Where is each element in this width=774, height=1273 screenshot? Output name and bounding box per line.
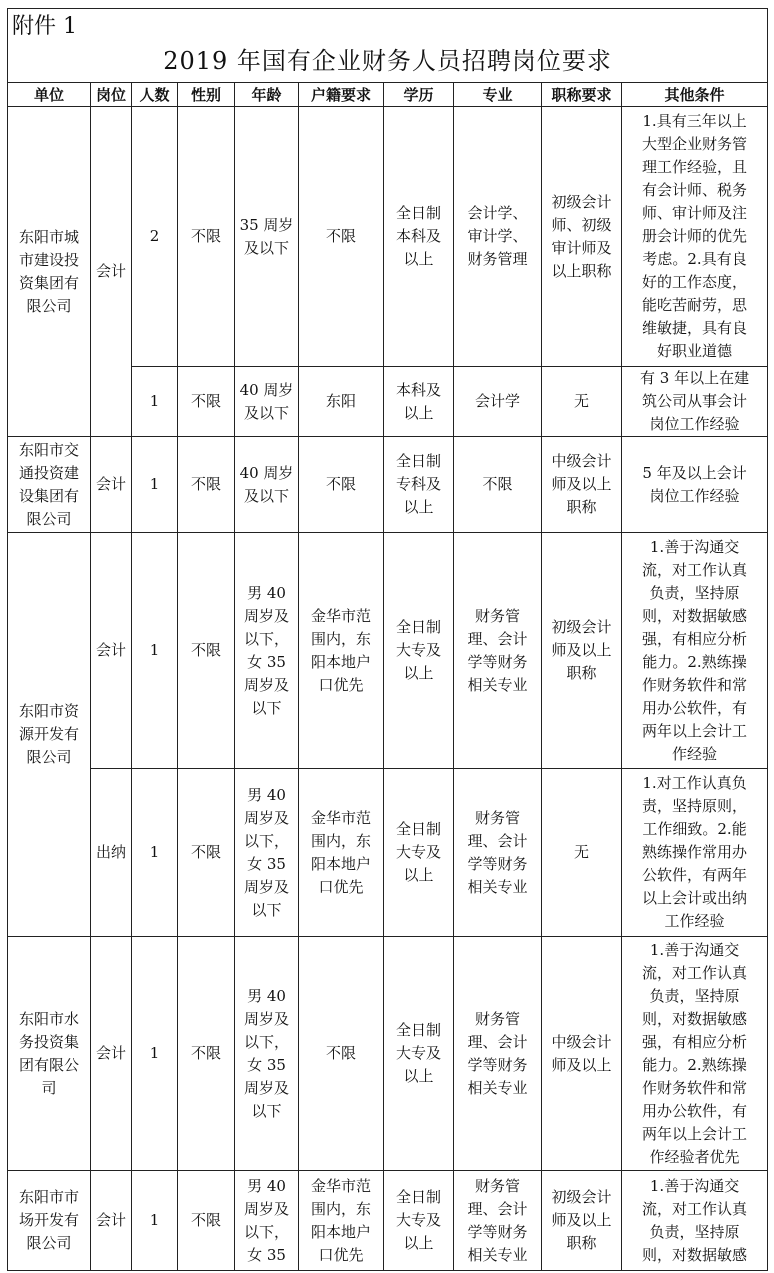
cell-text-line: 作经验者优先 xyxy=(649,1147,740,1166)
other-conditions-cell xyxy=(622,367,768,437)
cell-text-line: 1.对工作认真负 xyxy=(642,774,747,792)
header-cell: 学历 xyxy=(384,83,454,107)
cell-text-line: 周岁及 xyxy=(243,675,289,694)
education-cell xyxy=(384,107,454,367)
header-cell: 单位 xyxy=(8,83,91,107)
title-requirement-cell xyxy=(542,107,622,367)
cell-text-line: 及以下 xyxy=(243,486,289,505)
cell-text-line: 好职业道德 xyxy=(657,342,733,360)
cell-text-line: 周岁及 xyxy=(243,1009,289,1028)
cell-text-line: 金华市范 xyxy=(310,1176,371,1195)
education-cell xyxy=(384,437,454,533)
cell-text-line: 以下 xyxy=(251,900,282,919)
cell-text-line: 1.具有三年以上 xyxy=(642,112,747,130)
cell-text-line: 1.善于沟通交 xyxy=(649,1176,740,1195)
cell-text-line: 有会计师、税务 xyxy=(642,181,748,199)
cell-text-line: 负责，坚持原 xyxy=(649,583,740,602)
cell-text-line: 不限 xyxy=(325,475,356,493)
cell-text-line: 大专及 xyxy=(395,843,441,861)
cell-text-line: 师及以上 xyxy=(551,1211,612,1229)
hukou-cell xyxy=(299,437,384,533)
cell-text-line: 有 3 年以上在建 xyxy=(640,369,750,387)
cell-text-line: 市建设投 xyxy=(18,250,79,269)
cell-text-line: 全日制 xyxy=(395,204,441,222)
cell-text-line: 口优先 xyxy=(318,1245,364,1264)
cell-text-line: 财务管 xyxy=(474,606,520,625)
cell-text-line: 职称 xyxy=(566,498,597,516)
cell-text-line: 维敏捷，具有良 xyxy=(642,319,748,337)
age-cell xyxy=(235,367,299,437)
cell-text-line: 初级会计 xyxy=(551,618,612,636)
cell-text-line: 学等财务 xyxy=(467,652,528,671)
cell-text-line: 相关专业 xyxy=(467,1245,528,1264)
cell-text-line: 大专及 xyxy=(395,641,441,659)
gender-cell: 不限 xyxy=(178,107,235,367)
other-conditions-cell xyxy=(622,437,768,533)
cell-text-line: 及以下 xyxy=(243,238,289,257)
cell-text-line: 阳本地户 xyxy=(310,854,371,873)
cell-text-line: 东阳市资 xyxy=(18,702,79,720)
hukou-cell xyxy=(299,533,384,769)
cell-text-line: 阳本地户 xyxy=(310,1222,371,1241)
cell-text-line: 理、会计 xyxy=(467,831,528,850)
cell-text-line: 负责，坚持原 xyxy=(649,986,740,1005)
document-page xyxy=(7,8,767,1271)
cell-text-line: 1.善于沟通交 xyxy=(649,940,740,959)
major-cell xyxy=(454,533,542,769)
hukou-cell xyxy=(299,769,384,937)
cell-text-line: 中级会计 xyxy=(551,452,612,470)
header-cell: 专业 xyxy=(454,83,542,107)
cell-text-line: 师及以上 xyxy=(551,1055,612,1074)
cell-text-line: 全日制 xyxy=(395,618,441,636)
cell-text-line: 财务管 xyxy=(474,1009,520,1028)
cell-text-line: 金华市范 xyxy=(310,808,371,827)
cell-text-line: 金华市范 xyxy=(310,606,371,625)
hukou-cell xyxy=(299,107,384,367)
other-conditions-cell xyxy=(622,1171,768,1271)
position-cell: 会计 xyxy=(91,937,132,1171)
cell-text-line: 以下， xyxy=(243,629,289,648)
cell-text-line: 相关专业 xyxy=(467,877,528,896)
gender-cell: 不限 xyxy=(178,1171,235,1271)
cell-text-line: 以下 xyxy=(251,698,282,717)
cell-text-line: 女 35 xyxy=(247,652,286,671)
table-row xyxy=(8,937,768,1171)
hukou-cell xyxy=(299,937,384,1171)
cell-text-line: 以上 xyxy=(403,250,434,268)
cell-text-line: 不限 xyxy=(325,227,356,245)
gender-cell: 不限 xyxy=(178,367,235,437)
cell-text-line: 强，有相应分析 xyxy=(642,629,748,648)
cell-text-line: 负责，坚持原 xyxy=(649,1222,740,1241)
position-cell: 会计 xyxy=(91,437,132,533)
cell-text-line: 围内，东 xyxy=(310,831,371,850)
cell-text-line: 以上 xyxy=(403,1067,434,1085)
age-cell xyxy=(235,533,299,769)
cell-text-line: 无 xyxy=(573,843,589,861)
cell-text-line: 女 35 xyxy=(247,854,286,873)
cell-text-line: 工作经验 xyxy=(664,912,725,930)
title-requirement-cell xyxy=(542,1171,622,1271)
cell-text-line: 40 周岁 xyxy=(239,380,294,399)
cell-text-line: 流，对工作认真 xyxy=(642,963,748,982)
unit-cell xyxy=(8,937,91,1171)
cell-text-line: 用办公软件，有 xyxy=(642,698,748,717)
cell-text-line: 不限 xyxy=(482,475,513,493)
title-requirement-cell xyxy=(542,367,622,437)
cell-text-line: 公软件，有两年 xyxy=(642,866,748,884)
table-row xyxy=(8,107,768,367)
cell-text-line: 司 xyxy=(41,1078,57,1097)
cell-text-line: 相关专业 xyxy=(467,1078,528,1097)
cell-text-line: 师及以上 xyxy=(551,641,612,659)
major-cell xyxy=(454,769,542,937)
age-cell xyxy=(235,937,299,1171)
hukou-cell xyxy=(299,1171,384,1271)
cell-text-line: 责，坚持原则， xyxy=(642,797,748,815)
header-cell: 年龄 xyxy=(235,83,299,107)
cell-text-line: 场开发有 xyxy=(18,1211,79,1229)
education-cell xyxy=(384,533,454,769)
count-cell: 1 xyxy=(132,769,178,937)
cell-text-line: 师及以上 xyxy=(551,475,612,493)
title-requirement-cell xyxy=(542,437,622,533)
cell-text-line: 男 40 xyxy=(247,1176,286,1195)
cell-text-line: 男 40 xyxy=(247,785,286,804)
cell-text-line: 以下， xyxy=(243,1032,289,1051)
cell-text-line: 初级会计 xyxy=(551,1188,612,1206)
cell-text-line: 周岁及 xyxy=(243,1199,289,1218)
cell-text-line: 理工作经验，且 xyxy=(642,158,748,176)
cell-text-line: 审计学、 xyxy=(467,227,528,245)
count-cell: 1 xyxy=(132,437,178,533)
cell-text-line: 能吃苦耐劳，思 xyxy=(642,296,748,314)
other-conditions-cell xyxy=(622,107,768,367)
unit-cell xyxy=(8,533,91,937)
count-cell: 1 xyxy=(132,367,178,437)
cell-text-line: 女 35 xyxy=(247,1245,286,1264)
cell-text-line: 则，对数据敏感 xyxy=(642,1009,748,1028)
cell-text-line: 5 年及以上会计 xyxy=(642,463,747,482)
cell-text-line: 以上 xyxy=(403,1234,434,1252)
cell-text-line: 男 40 xyxy=(247,986,286,1005)
cell-text-line: 不限 xyxy=(325,1044,356,1062)
cell-text-line: 会计学 xyxy=(474,392,520,410)
cell-text-line: 强，有相应分析 xyxy=(642,1032,748,1051)
cell-text-line: 口优先 xyxy=(318,877,364,896)
other-conditions-cell xyxy=(622,937,768,1171)
cell-text-line: 团有限公 xyxy=(18,1055,79,1074)
cell-text-line: 工作细致。2.能 xyxy=(642,820,747,838)
age-cell xyxy=(235,437,299,533)
education-cell xyxy=(384,937,454,1171)
cell-text-line: 全日制 xyxy=(395,1021,441,1039)
cell-text-line: 师、审计师及注 xyxy=(642,204,748,222)
cell-text-line: 考虑。2.具有良 xyxy=(642,250,747,268)
unit-cell xyxy=(8,1171,91,1271)
document-title: 2019 年国有企业财务人员招聘岗位要求 xyxy=(8,43,768,83)
cell-text-line: 围内，东 xyxy=(310,1199,371,1218)
cell-text-line: 通投资建 xyxy=(18,463,79,482)
cell-text-line: 东阳市水 xyxy=(18,1009,79,1028)
cell-text-line: 全日制 xyxy=(395,1188,441,1206)
major-cell xyxy=(454,937,542,1171)
cell-text-line: 本科及 xyxy=(395,227,441,245)
cell-text-line: 东阳市城 xyxy=(18,227,79,246)
title-requirement-cell xyxy=(542,769,622,937)
education-cell xyxy=(384,769,454,937)
cell-text-line: 用办公软件，有 xyxy=(642,1101,748,1120)
cell-text-line: 东阳市交 xyxy=(18,440,79,459)
cell-text-line: 好的工作态度， xyxy=(642,273,748,291)
cell-text-line: 专科及 xyxy=(395,475,441,493)
header-cell: 职称要求 xyxy=(542,83,622,107)
cell-text-line: 男 40 xyxy=(247,583,286,602)
position-cell: 会计 xyxy=(91,1171,132,1271)
cell-text-line: 围内，东 xyxy=(310,629,371,648)
count-cell: 2 xyxy=(132,107,178,367)
other-conditions-cell xyxy=(622,769,768,937)
cell-text-line: 以上会计或出纳 xyxy=(642,889,748,907)
cell-text-line: 以上 xyxy=(403,664,434,682)
cell-text-line: 周岁及 xyxy=(243,808,289,827)
education-cell xyxy=(384,1171,454,1271)
table-row xyxy=(8,533,768,769)
cell-text-line: 以下 xyxy=(251,1101,282,1120)
cell-text-line: 口优先 xyxy=(318,675,364,694)
cell-text-line: 以上职称 xyxy=(551,261,612,280)
age-cell xyxy=(235,1171,299,1271)
cell-text-line: 理、会计 xyxy=(467,1032,528,1051)
cell-text-line: 无 xyxy=(573,392,589,410)
cell-text-line: 限公司 xyxy=(26,1234,72,1252)
cell-text-line: 初级会计 xyxy=(551,192,612,211)
table-row xyxy=(8,437,768,533)
cell-text-line: 册会计师的优先 xyxy=(642,227,748,245)
cell-text-line: 学等财务 xyxy=(467,854,528,873)
cell-text-line: 职称 xyxy=(566,1234,597,1252)
hukou-cell xyxy=(299,367,384,437)
cell-text-line: 限公司 xyxy=(26,296,72,315)
cell-text-line: 能力。2.熟练操 xyxy=(642,1055,747,1074)
table-row xyxy=(8,769,768,937)
header-cell: 户籍要求 xyxy=(299,83,384,107)
title-requirement-cell xyxy=(542,937,622,1171)
cell-text-line: 则，对数据敏感 xyxy=(642,1245,748,1264)
cell-text-line: 师、初级 xyxy=(551,215,612,234)
major-cell xyxy=(454,367,542,437)
cell-text-line: 全日制 xyxy=(395,452,441,470)
cell-text-line: 东阳 xyxy=(325,392,356,410)
position-cell: 会计 xyxy=(91,533,132,769)
cell-text-line: 学等财务 xyxy=(467,1222,528,1241)
header-cell: 性别 xyxy=(178,83,235,107)
major-cell xyxy=(454,1171,542,1271)
other-conditions-cell xyxy=(622,533,768,769)
cell-text-line: 以下， xyxy=(243,1222,289,1241)
cell-text-line: 限公司 xyxy=(26,509,72,528)
cell-text-line: 熟练操作常用办 xyxy=(642,843,748,861)
cell-text-line: 35 周岁 xyxy=(239,215,294,234)
cell-text-line: 东阳市市 xyxy=(18,1188,79,1206)
cell-text-line: 审计师及 xyxy=(551,238,612,257)
cell-text-line: 大专及 xyxy=(395,1211,441,1229)
count-cell: 1 xyxy=(132,533,178,769)
cell-text-line: 周岁及 xyxy=(243,877,289,896)
cell-text-line: 理、会计 xyxy=(467,1199,528,1218)
cell-text-line: 源开发有 xyxy=(18,725,79,743)
cell-text-line: 及以下 xyxy=(243,403,289,422)
title-requirement-cell xyxy=(542,533,622,769)
cell-text-line: 以上 xyxy=(403,498,434,516)
cell-text-line: 岗位工作经验 xyxy=(649,486,740,505)
cell-text-line: 以上 xyxy=(403,866,434,884)
cell-text-line: 务投资集 xyxy=(18,1032,79,1051)
gender-cell: 不限 xyxy=(178,533,235,769)
cell-text-line: 筑公司从事会计 xyxy=(642,392,748,410)
gender-cell: 不限 xyxy=(178,937,235,1171)
cell-text-line: 本科及 xyxy=(395,380,441,399)
unit-cell xyxy=(8,437,91,533)
cell-text-line: 流，对工作认真 xyxy=(642,560,748,579)
position-cell: 出纳 xyxy=(91,769,132,937)
major-cell xyxy=(454,107,542,367)
count-cell: 1 xyxy=(132,1171,178,1271)
cell-text-line: 阳本地户 xyxy=(310,652,371,671)
cell-text-line: 女 35 xyxy=(247,1055,286,1074)
unit-cell xyxy=(8,107,91,437)
cell-text-line: 则，对数据敏感 xyxy=(642,606,748,625)
cell-text-line: 周岁及 xyxy=(243,606,289,625)
cell-text-line: 作财务软件和常 xyxy=(642,675,748,694)
cell-text-line: 财务管 xyxy=(474,1176,520,1195)
major-cell xyxy=(454,437,542,533)
cell-text-line: 作经验 xyxy=(672,744,718,763)
age-cell xyxy=(235,107,299,367)
cell-text-line: 理、会计 xyxy=(467,629,528,648)
gender-cell: 不限 xyxy=(178,769,235,937)
cell-text-line: 学等财务 xyxy=(467,1055,528,1074)
cell-text-line: 全日制 xyxy=(395,820,441,838)
cell-text-line: 两年以上会计工 xyxy=(642,721,748,740)
cell-text-line: 大型企业财务管 xyxy=(642,135,748,153)
count-cell: 1 xyxy=(132,937,178,1171)
table-row xyxy=(8,1171,768,1271)
cell-text-line: 中级会计 xyxy=(551,1032,612,1051)
cell-text-line: 会计学、 xyxy=(467,204,528,222)
cell-text-line: 以下， xyxy=(243,831,289,850)
cell-text-line: 1.善于沟通交 xyxy=(649,537,740,556)
cell-text-line: 流，对工作认真 xyxy=(642,1199,748,1218)
table-header-row xyxy=(8,83,768,107)
cell-text-line: 两年以上会计工 xyxy=(642,1124,748,1143)
cell-text-line: 大专及 xyxy=(395,1044,441,1062)
education-cell xyxy=(384,367,454,437)
cell-text-line: 限公司 xyxy=(26,748,72,766)
cell-text-line: 财务管 xyxy=(474,808,520,827)
cell-text-line: 岗位工作经验 xyxy=(649,415,740,433)
recruitment-table xyxy=(7,8,768,1271)
cell-text-line: 相关专业 xyxy=(467,675,528,694)
attachment-label: 附件 1 xyxy=(8,9,768,43)
gender-cell: 不限 xyxy=(178,437,235,533)
cell-text-line: 以上 xyxy=(403,403,434,422)
header-cell: 人数 xyxy=(132,83,178,107)
cell-text-line: 财务管理 xyxy=(467,250,528,268)
cell-text-line: 资集团有 xyxy=(18,273,79,292)
cell-text-line: 40 周岁 xyxy=(239,463,294,482)
header-cell: 其他条件 xyxy=(622,83,768,107)
cell-text-line: 作财务软件和常 xyxy=(642,1078,748,1097)
cell-text-line: 职称 xyxy=(566,664,597,682)
cell-text-line: 设集团有 xyxy=(18,486,79,505)
header-cell: 岗位 xyxy=(91,83,132,107)
age-cell xyxy=(235,769,299,937)
cell-text-line: 能力。2.熟练操 xyxy=(642,652,747,671)
position-cell: 会计 xyxy=(91,107,132,437)
cell-text-line: 周岁及 xyxy=(243,1078,289,1097)
